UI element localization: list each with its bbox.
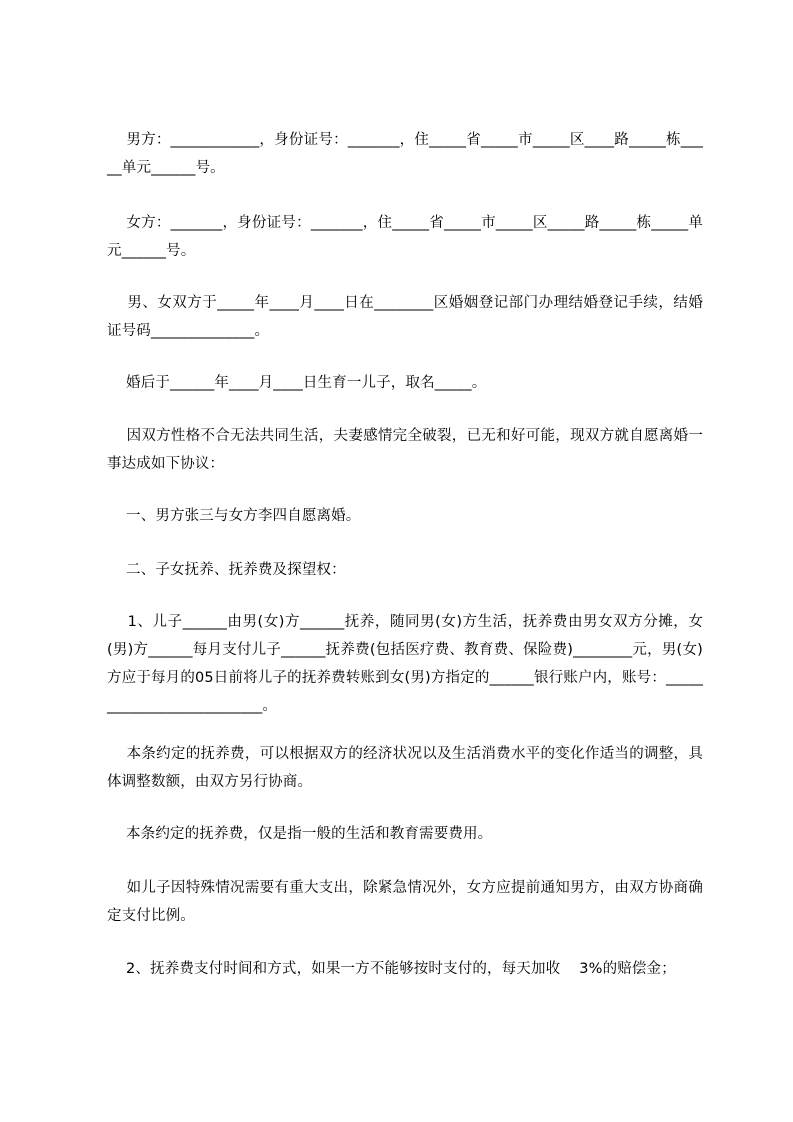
paragraph-clause-1: 一、男方张三与女方李四自愿离婚。 bbox=[107, 508, 361, 524]
paragraph-support-adjustment: 本条约定的抚养费，可以根据双方的经济状况以及生活消费水平的变化作适当的调整，具体调整数额，由双方另行协商。 bbox=[107, 746, 703, 790]
paragraph-husband-info: 男方：____________，身份证号：_______，住_____省_____市_____区____路_____栋_____单元______号。 bbox=[107, 132, 703, 176]
paragraph-wife-info: 女方：_______，身份证号：_______，住_____省_____市_____区_____路_____栋_____单元______号。 bbox=[107, 215, 703, 259]
paragraph-payment-terms: 2、抚养费支付时间和方式，如果一方不能够按时支付的，每天加收 3%的赔偿金； bbox=[107, 961, 676, 977]
paragraph-marriage-registration: 男、女双方于_____年____月____日在________区婚姻登记部门办理结婚登记手续，结婚证号码______________。 bbox=[107, 295, 703, 339]
paragraph-divorce-reason: 因双方性格不合无法共同生活，夫妻感情完全破裂，已无和好可能，现双方就自愿离婚一事达成如下协议： bbox=[107, 428, 703, 472]
paragraph-custody-support: 1、儿子______由男(女)方______抚养，随同男(女)方生活，抚养费由男女双方分摊，女(男)方______每月支付儿子______抚养费(包括医疗费、教育费、保险费)________元，男(女)方应于每月的05日前将儿子的抚养费转账到女(男)方指定的______银行账户内，账号：__________________________。 bbox=[107, 614, 703, 714]
paragraph-support-scope: 本条约定的抚养费，仅是指一般的生活和教育需要费用。 bbox=[107, 826, 493, 842]
paragraph-child-birth: 婚后于______年____月____日生育一儿子，取名_____。 bbox=[107, 375, 487, 391]
paragraph-clause-2-heading: 二、子女抚养、抚养费及探望权： bbox=[107, 562, 346, 578]
paragraph-major-expenses: 如儿子因特殊情况需要有重大支出，除紧急情况外，女方应提前通知男方，由双方协商确定支付比例。 bbox=[107, 880, 703, 924]
